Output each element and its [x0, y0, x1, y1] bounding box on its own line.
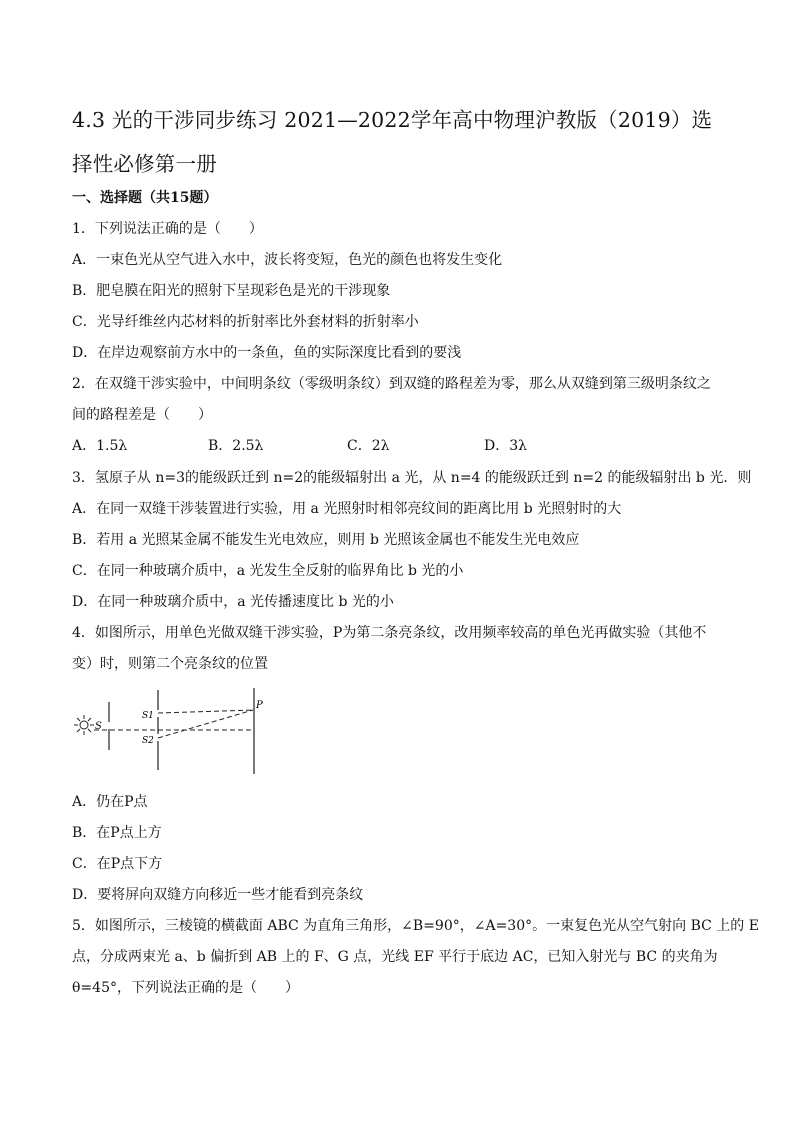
section-heading: 一、选择题（共15题）	[72, 190, 218, 206]
q2-option-d: D．3λ	[484, 438, 528, 454]
q2-option-c: C．2λ	[347, 438, 390, 454]
q1-option-b: B．肥皂膜在阳光的照射下呈现彩色是光的干涉现象	[72, 283, 391, 299]
q3-stem: 3．氢原子从 n=3的能级跃迁到 n=2的能级辐射出 a 光，从 n=4 的能级跃迁到 n=2 的能级辐射出 b 光．则	[72, 470, 752, 486]
q4-option-b: B．在P点上方	[72, 825, 162, 841]
path-s1-to-p	[158, 710, 253, 713]
q2-stem-line2: 间的路程差是（ ）	[72, 407, 212, 423]
q4-option-a: A．仍在P点	[72, 794, 148, 810]
q1-option-d: D．在岸边观察前方水中的一条鱼，鱼的实际深度比看到的要浅	[72, 345, 462, 361]
q5-stem-line3: θ=45°，下列说法正确的是（ ）	[72, 980, 299, 996]
q3-option-b: B．若用 a 光照某金属不能发生光电效应，则用 b 光照该金属也不能发生光电效应	[72, 532, 580, 548]
path-s2-to-p	[158, 710, 253, 738]
q1-option-c: C．光导纤维丝内芯材料的折射率比外套材料的折射率小	[72, 314, 419, 330]
label-s1: S1	[142, 711, 154, 721]
q1-option-a: A．一束色光从空气进入水中，波长将变短，色光的颜色也将发生变化	[72, 252, 503, 268]
q3-option-d: D．在同一种玻璃介质中，a 光传播速度比 b 光的小	[72, 594, 394, 610]
q2-option-a: A．1.5λ	[72, 438, 128, 454]
q1-stem: 1．下列说法正确的是（ ）	[72, 221, 263, 237]
light-source-icon	[74, 715, 94, 735]
q4-option-c: C．在P点下方	[72, 856, 163, 872]
q5-stem-line1: 5．如图所示，三棱镜的横截面 ABC 为直角三角形，∠B=90°，∠A=30°。一束复色光从空气射向 BC 上的 E	[72, 918, 759, 934]
label-s2: S2	[142, 736, 154, 746]
label-s: S	[95, 721, 102, 732]
q2-options-row	[72, 435, 732, 455]
q4-stem-line2: 变）时，则第二个亮条纹的位置	[72, 656, 268, 672]
q2-option-b: B．2.5λ	[208, 438, 264, 454]
q3-option-c: C．在同一种玻璃介质中，a 光发生全反射的临界角比 b 光的小	[72, 563, 464, 579]
q5-stem-line2: 点，分成两束光 a、b 偏折到 AB 上的 F、G 点，光线 EF 平行于底边 AC，已知入射光与 BC 的夹角为	[72, 949, 718, 965]
q3-option-a: A．在同一双缝干涉装置进行实验，用 a 光照射时相邻亮纹间的距离比用 b 光照射时的大	[72, 501, 622, 517]
document-title: 4.3 光的干涉同步练习 2021—2022学年高中物理沪教版（2019）选择性必修第一册	[72, 108, 713, 176]
q4-stem-line1: 4．如图所示，用单色光做双缝干涉实验，P为第二条亮条纹，改用频率较高的单色光再做实验（其他不	[72, 625, 707, 641]
q2-stem-line1: 2．在双缝干涉实验中，中间明条纹（零级明条纹）到双缝的路程差为零，那么从双缝到第三级明条纹之	[72, 376, 711, 392]
label-p: P	[256, 700, 263, 711]
q4-option-d: D．要将屏向双缝方向移近一些才能看到亮条纹	[72, 887, 364, 903]
double-slit-diagram	[72, 688, 272, 776]
